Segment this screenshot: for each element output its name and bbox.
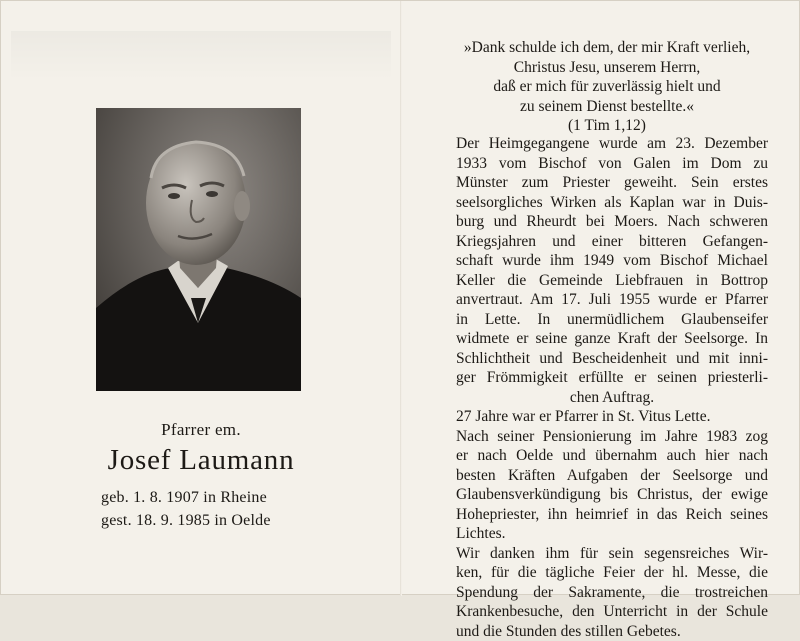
- bio-line: und die Stunden des stillen Gebetes.: [456, 622, 768, 641]
- bio-line: in Lette. In unermüdlichem Glaubenseifer: [456, 310, 768, 330]
- bio-line: Spendung der Sakramente, die trostreichen: [456, 583, 768, 603]
- bio-line: Kriegsjahren und einer bitteren Gefangen-: [456, 232, 768, 252]
- bio-line: Krankenbesuche, den Unterricht in der Schule: [456, 602, 768, 622]
- print-shadow: [11, 31, 391, 81]
- bio-line: ken, für die tägliche Feier der hl. Messe, die: [456, 563, 768, 583]
- bio-line: burg und Rheurdt bei Moers. Nach schweren: [456, 212, 768, 232]
- portrait-photo: [96, 108, 301, 391]
- bio-line: Münster zum Priester geweiht. Sein erstes: [456, 173, 768, 193]
- bio-line: besten Kräften Aufgaben der Seelsorge und: [456, 466, 768, 486]
- bio-line: ger Frömmigkeit erfüllte er seinen priesterli-: [456, 368, 768, 388]
- portrait-illustration: [96, 108, 301, 391]
- bio-line: 1933 vom Bischof von Galen im Dom zu: [456, 154, 768, 174]
- life-dates: [101, 486, 311, 532]
- center-fold: [400, 1, 402, 596]
- quote-reference: (1 Tim 1,12): [433, 116, 781, 136]
- quote-line: daß er mich für zuverlässig hielt und: [433, 77, 781, 97]
- quote-line: Christus Jesu, unserem Herrn,: [433, 58, 781, 78]
- clergy-title: Pfarrer em.: [81, 420, 321, 440]
- bio-line: Hohepriester, ihn heimrief in das Reich seines: [456, 505, 768, 525]
- bio-line: widmete er seine ganze Kraft der Seelsorge. In: [456, 329, 768, 349]
- bio-line: Wir danken ihm für sein segensreiches Wir-: [456, 544, 768, 564]
- quote-line: »Dank schulde ich dem, der mir Kraft verlieh,: [433, 38, 781, 58]
- bio-line: chen Auftrag.: [456, 388, 768, 408]
- bio-line: Glaubensverkündigung bis Christus, der ewige: [456, 485, 768, 505]
- death-line: gest. 18. 9. 1985 in Oelde: [101, 509, 311, 532]
- deceased-name: Josef Laumann: [81, 444, 321, 477]
- bio-line: Lichtes.: [456, 524, 768, 544]
- bio-line: anvertraut. Am 17. Juli 1955 wurde er Pfarrer: [456, 290, 768, 310]
- bio-line: schaft wurde ihm 1949 vom Bischof Michael: [456, 251, 768, 271]
- birth-line: geb. 1. 8. 1907 in Rheine: [101, 486, 311, 509]
- scripture-quote: [433, 38, 781, 136]
- bio-line: Keller die Gemeinde Liebfrauen in Bottrop: [456, 271, 768, 291]
- bio-line: seelsorgliches Wirken als Kaplan war in Duis-: [456, 193, 768, 213]
- quote-line: zu seinem Dienst bestellte.«: [433, 97, 781, 117]
- bio-line: 27 Jahre war er Pfarrer in St. Vitus Lette.: [456, 407, 768, 427]
- bio-line: Nach seiner Pensionierung im Jahre 1983 zog: [456, 427, 768, 447]
- bio-line: er nach Oelde und übernahm auch hier nach: [456, 446, 768, 466]
- bio-line: Der Heimgegangene wurde am 23. Dezember: [456, 134, 768, 154]
- bio-line: Schlichtheit und Bescheidenheit und mit inni-: [456, 349, 768, 369]
- biography-text: [456, 134, 768, 641]
